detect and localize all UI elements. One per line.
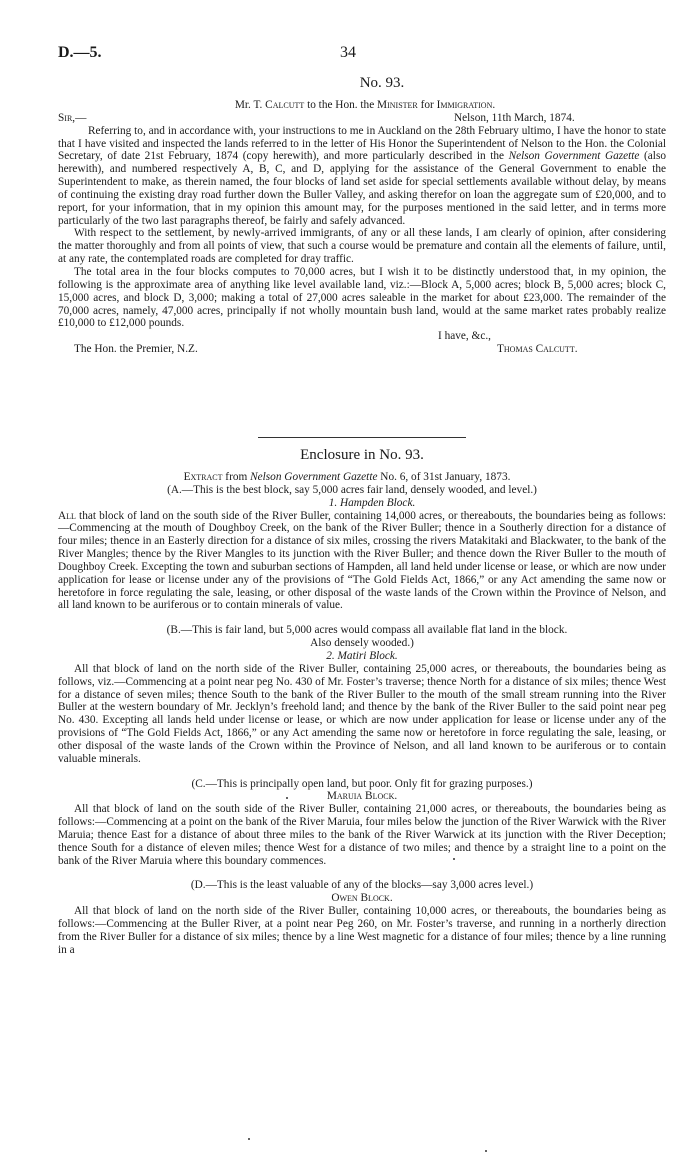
letter-paragraph-2: With respect to the settlement, by newly-arrived immigrants, of any or all these lands, I am clearly of opinion, after considering the matter thoroughly and from all points of view, that such a course would be premature and contain all the elements of failure, until, at any rate, the contemplated roads are completed for dray traffic. xyxy=(58,227,666,266)
block-b-heading: 2. Matiri Block. xyxy=(326,649,398,662)
enclosure-title: Enclosure in No. 93. xyxy=(300,447,424,463)
print-speck xyxy=(286,797,288,799)
block-b-note-cont: Also densely wooded.) xyxy=(310,637,414,650)
closing: I have, &c., xyxy=(438,330,492,343)
letter-paragraph-3: The total area in the four blocks computes to 70,000 acres, but I wish it to be distinctly understood that, in my opinion, the following is the approximate area of anything like level available land, viz.:—Block A, 5,000 acres; block B, 5,000 acres; block C, 15,000 acres, and block D, 3,000; making a total of 27,000 acres saleable in the market for about £23,000. The remainder of the 70,000 acres, namely, 47,000 acres, principally if not wholly mountain bush land, would at the same market rates probably realize £10,000 to £12,000 pounds. xyxy=(58,265,666,330)
print-speck xyxy=(248,1138,250,1140)
addressee: The Hon. the Premier, N.Z. xyxy=(74,343,198,356)
document-reference: D.—5. xyxy=(58,44,102,61)
print-speck xyxy=(453,858,455,860)
block-c-heading: Maruia Block. xyxy=(326,790,398,803)
letter-subtitle: Mr. T. Calcutt to the Hon. the Minister for Immigration. xyxy=(234,99,496,111)
section-divider xyxy=(258,437,466,438)
signature: Thomas Calcutt. xyxy=(497,343,578,356)
block-a-note: (A.—This is the best block, say 5,000 acres fair land, densely wooded, and level.) xyxy=(167,483,537,496)
closing-row xyxy=(58,330,666,343)
block-d-heading: Owen Block. xyxy=(331,892,393,905)
signature-row xyxy=(58,343,666,356)
block-b-text: All that block of land on the north side of the River Buller, containing 25,000 acres, or thereabouts, the boundaries being as follows, viz.—Commencing at a point near peg No. 430 of Mr. Foster’s traverse; thence North for a distance of six miles; thence West for a distance of seven miles; thence South to the bank of the River Buller to the mouth of the small stream running into the River Buller at the western boundary of Mr. Jecklyn’s freehold land; and thence by the bank of the River Buller to the said point near peg No. 430. Excepting all lands held under license or lease, or which are now under application for lease or license under any of the provisions of “The Gold Fields Act, 1866,” or any Act amending the same now or heretofore in force regulating the sale, leasing, or other disposal of the waste lands of the Crown within the Province of Nelson, and all land known to be auriferous or to contain valuable minerals. xyxy=(58,662,666,765)
page-number: 34 xyxy=(340,44,356,61)
salutation-row xyxy=(58,112,666,125)
block-c-text: All that block of land on the south side of the River Buller, containing 21,000 acres, or thereabouts, the boundaries being as follows:—Commencing at a point on the bank of the River Maruia, four miles below the junction of the River Warwick with the River Maruia; thence East for a distance of about three miles to the bank of the River Warwick at its junction with the River Deception; thence South for a distance of eleven miles; thence West for a distance of two miles; and thence by a straight line to a point on the bank of the River Maruia where this boundary commences. xyxy=(58,803,666,867)
letter-paragraph-1: Referring to, and in accordance with, your instructions to me in Auckland on the 28th February ultimo, I have the honor to state that I have visited and inspected the lands referred to in the letter of His Honor the Superintendent of Nelson to the Hon. the Colonial Secretary, of date 21st February, 1874 (copy herewith), and more particularly described in the Nelson Government Gazette (also herewith), and numbered respectively A, B, C, and D, applying for the assistance of the General Government to enable the Superintendent to make, as therein named, the four blocks of land set aside for special settlements available without delay, by means of continuing the existing dray road further down the Buller Valley, and asking therefor on loan the aggregate sum of £20,000, and to report, for your information, that in my opinion this amount may, for the purposes mentioned in the said letter, and in terms more particularly of the two last paragraphs thereof, be fairly and safely advanced. xyxy=(58,124,666,227)
letter-body xyxy=(58,99,666,356)
enclosure-body xyxy=(58,471,666,957)
block-d-text: All that block of land on the north side of the River Buller, containing 10,000 acres, or thereabouts, the boundaries being as follows:—Commencing at the Buller River, at a point near Peg 260, on Mr. Foster’s traverse, and running in a northerly direction from the River Buller for a distance of six miles; thence by a line West magnetic for a distance of four miles; thence by a line running in a xyxy=(58,905,666,956)
salutation: Sir,— xyxy=(58,111,87,124)
block-c-note: (C.—This is principally open land, but poor. Only fit for grazing purposes.) xyxy=(191,777,533,790)
extract-line: Extract from Nelson Government Gazette No. 6, of 31st January, 1873. xyxy=(183,471,511,483)
block-a-text: All that block of land on the south side of the River Buller, containing 14,000 acres, or thereabouts, the boundaries being as follows:—Commencing at the mouth of Doughboy Creek, on the bank of the River Buller; thence in a Southerly direction for a distance of four miles; thence in an Easterly direction for a distance of six miles, crossing the rivers Matakitaki and Blackwater, to the bank of the River Mangles; thence by the River Mangles to its junction with the River Buller; and thence down the River Buller to the mouth of Doughboy Creek. Excepting the town and suburban sections of Hampden, all land held under license or lease, or which are now under application for lease or license under any of the provisions of “The Gold Fields Act, 1866,” or any Act amending the same now or heretofore in force regulating the sale, leasing, or other disposal of the waste lands of the Crown within the Province of Nelson, and all land known to be auriferous or to contain minerals of value. xyxy=(58,509,666,612)
block-b-note: (B.—This is fair land, but 5,000 acres would compass all available flat land in the block. xyxy=(166,624,568,637)
page-header xyxy=(58,44,666,67)
block-a-heading: 1. Hampden Block. xyxy=(328,496,416,509)
letter-number-title: No. 93. xyxy=(359,75,405,91)
place-date: Nelson, 11th March, 1874. xyxy=(454,111,575,124)
print-speck xyxy=(485,1150,487,1152)
block-d-note: (D.—This is the least valuable of any of the blocks—say 3,000 acres level.) xyxy=(190,879,534,892)
